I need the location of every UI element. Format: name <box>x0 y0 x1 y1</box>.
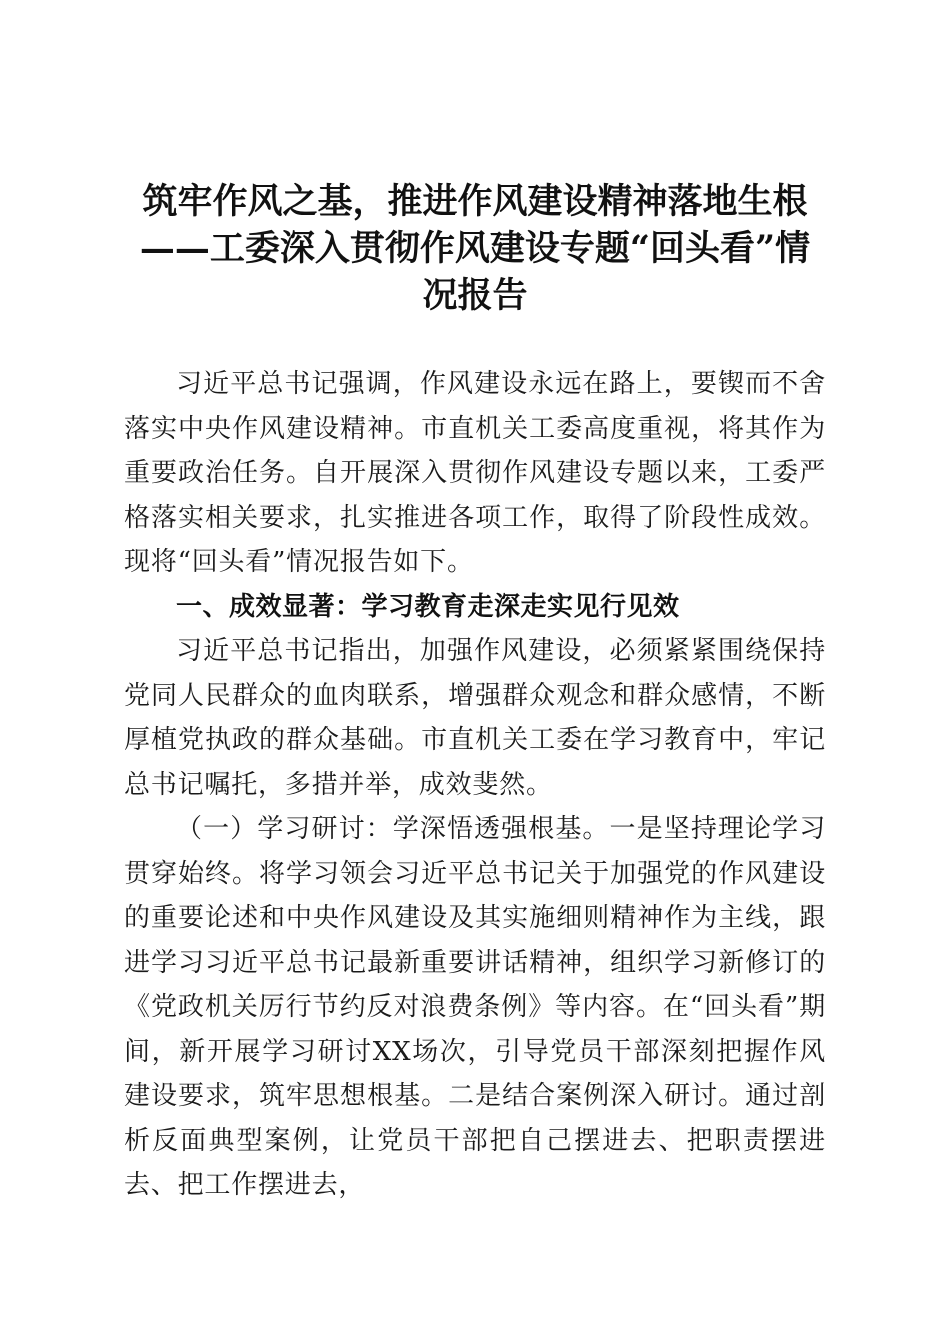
title-line-1: 筑牢作风之基，推进作风建设精神落地生根 <box>142 181 808 222</box>
title-line-3: 况报告 <box>422 275 528 316</box>
subsection-1-paragraph <box>124 807 826 1208</box>
title-line-2: ——工委深入贯彻作风建设专题“回头看”情 <box>139 228 811 269</box>
subsection-1-heading: （一）学习研讨：学深悟透强根基。 <box>176 814 610 844</box>
section-1-heading: 一、成效显著：学习教育走深走实见行见效 <box>176 591 680 622</box>
subsection-1-body: 一是坚持理论学习贯穿始终。将学习领会习近平总书记关于加强党的作风建设的重要论述和中央作风建设及其实施细则精神作为主线，跟进学习习近平总书记最新重要讲话精神，组织学习新修订的《党政机关厉行节约反对浪费条例》等内容。在“回头看”期间，新开展学习研讨XX场次，引导党员干部深刻把握作风建设要求，筑牢思想根基。二是结合案例深入研讨。通过剖析反面典型案例，让党员干部把自己摆进去、把职责摆进去、把工作摆进去， <box>124 814 826 1200</box>
document-body <box>124 362 826 1208</box>
section-1-paragraph: 习近平总书记指出，加强作风建设，必须紧紧围绕保持党同人民群众的血肉联系，增强群众观念和群众感情，不断厚植党执政的群众基础。市直机关工委在学习教育中，牢记总书记嘱托，多措并举，成效斐然。 <box>124 636 826 800</box>
document-title <box>124 178 826 319</box>
intro-paragraph: 习近平总书记强调，作风建设永远在路上，要锲而不舍落实中央作风建设精神。市直机关工委高度重视，将其作为重要政治任务。自开展深入贯彻作风建设专题以来，工委严格落实相关要求，扎实推进各项工作，取得了阶段性成效。现将“回头看”情况报告如下。 <box>124 369 826 577</box>
